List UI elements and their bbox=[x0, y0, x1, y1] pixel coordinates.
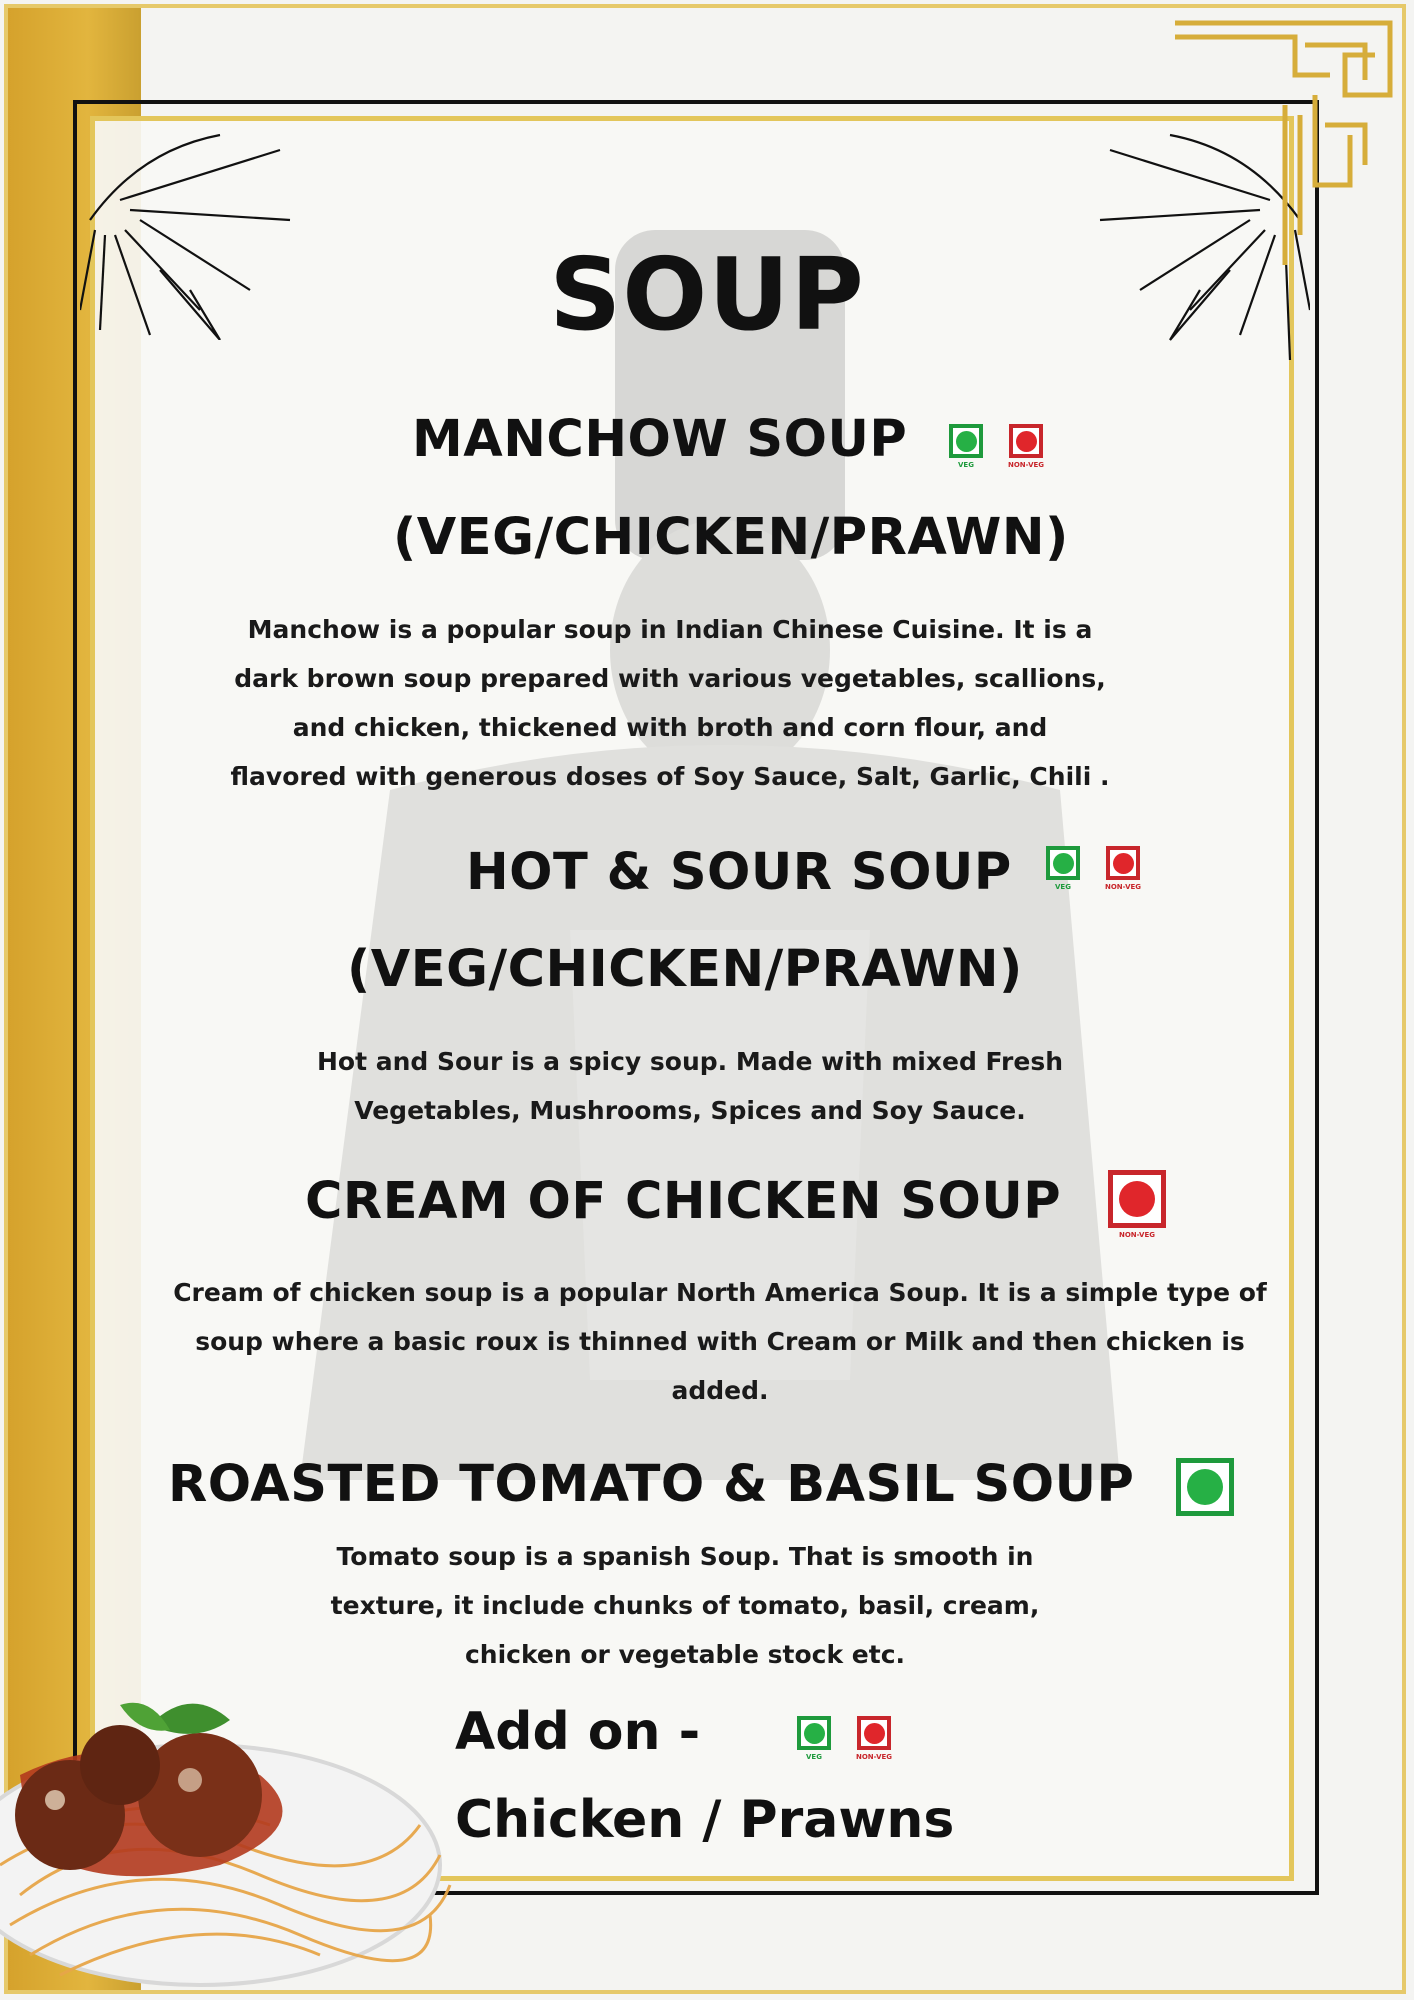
veg-symbol-icon bbox=[949, 424, 983, 458]
item-heading-hot-sour-line2: (VEG/CHICKEN/PRAWN) bbox=[347, 940, 1023, 999]
item-heading-cream-chicken: CREAM OF CHICKEN SOUP bbox=[305, 1172, 1062, 1231]
gold-fret-corner-decoration bbox=[1175, 15, 1400, 265]
item-heading-manchow-line1: MANCHOW SOUP bbox=[412, 410, 908, 469]
veg-badge: VEG bbox=[949, 424, 983, 469]
item-description-hot-sour: Hot and Sour is a spicy soup. Made with mixed Fresh Vegetables, Mushrooms, Spices and Soy Sauce. bbox=[316, 1047, 1064, 1125]
page-title: SOUP bbox=[549, 236, 865, 353]
veg-badge: VEG bbox=[1046, 846, 1080, 891]
veg-badge bbox=[1176, 1458, 1234, 1516]
veg-badge: VEG bbox=[797, 1716, 831, 1761]
item-description-roasted-tomato: Tomato soup is a spanish Soup. That is smooth in texture, it include chunks of tomato, basil, cream, chicken or vegetable stock etc. bbox=[330, 1542, 1040, 1669]
veg-symbol-icon bbox=[1176, 1458, 1234, 1516]
item-heading-roasted-tomato: ROASTED TOMATO & BASIL SOUP bbox=[168, 1455, 1135, 1514]
non-veg-badge: NON-VEG bbox=[856, 1716, 892, 1761]
non-veg-symbol-icon bbox=[1106, 846, 1140, 880]
addon-options: Chicken / Prawns bbox=[455, 1790, 955, 1850]
spaghetti-meatballs-image bbox=[0, 1665, 470, 2000]
veg-symbol-icon bbox=[1046, 846, 1080, 880]
non-veg-badge: NON-VEG bbox=[1008, 424, 1044, 469]
item-heading-manchow-line2: (VEG/CHICKEN/PRAWN) bbox=[393, 508, 1069, 567]
addon-label: Add on - bbox=[455, 1702, 701, 1762]
non-veg-badge: NON-VEG bbox=[1108, 1170, 1166, 1239]
veg-symbol-icon bbox=[797, 1716, 831, 1750]
item-heading-hot-sour-line1: HOT & SOUR SOUP bbox=[466, 843, 1012, 902]
item-description-cream-chicken: Cream of chicken soup is a popular North America Soup. It is a simple type of soup where a basic roux is thinned with Cream or Milk and then chicken is added. bbox=[173, 1278, 1267, 1405]
item-description-manchow: Manchow is a popular soup in Indian Chinese Cuisine. It is a dark brown soup prepared with various vegetables, scallions, and chicken, thickened with broth and corn flour, and flavored with generous doses of Soy Sauce, Salt, Garlic, Chili . bbox=[230, 615, 1110, 791]
non-veg-symbol-icon bbox=[857, 1716, 891, 1750]
non-veg-badge: NON-VEG bbox=[1105, 846, 1141, 891]
non-veg-symbol-icon bbox=[1108, 1170, 1166, 1228]
non-veg-symbol-icon bbox=[1009, 424, 1043, 458]
